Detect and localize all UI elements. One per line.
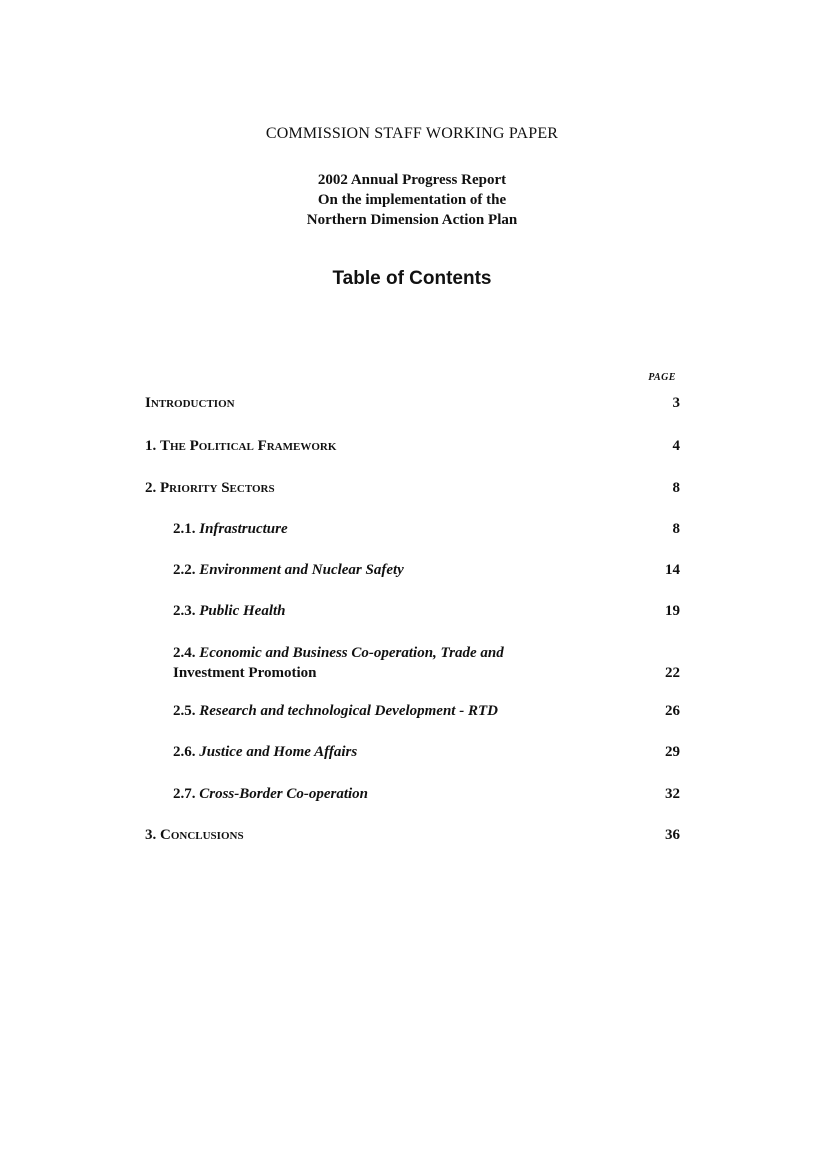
toc-entry-label-group bbox=[145, 478, 275, 498]
toc-entry-text: Public Health bbox=[199, 603, 286, 619]
toc-entry-label-group bbox=[145, 825, 244, 845]
toc-entry-number: 2. bbox=[145, 480, 157, 496]
toc-entry-text: Infrastructure bbox=[199, 521, 288, 537]
toc-entry-text: Conclusions bbox=[160, 827, 244, 843]
subtitle-line-3: Northern Dimension Action Plan bbox=[306, 212, 518, 228]
toc-entry-text: Environment and Nuclear Safety bbox=[199, 562, 404, 578]
document-subtitle bbox=[0, 170, 832, 230]
toc-entry-page: 8 bbox=[672, 480, 680, 496]
toc-entry-text: Priority Sectors bbox=[160, 480, 275, 496]
toc-entry-number: 2.4. bbox=[173, 645, 196, 661]
page-column-label: PAGE bbox=[648, 372, 676, 383]
toc-entry-text: Research and technological Development - RTD bbox=[199, 703, 498, 719]
toc-entry-text: The Political Framework bbox=[160, 438, 337, 454]
toc-entry-label: Introduction bbox=[145, 395, 235, 411]
toc-entry-text: Justice and Home Affairs bbox=[199, 744, 358, 760]
toc-entry-page: 19 bbox=[665, 603, 680, 619]
toc-entry-text-line-1: Economic and Business Co-operation, Trade and bbox=[199, 645, 504, 661]
toc-entry-label-group bbox=[173, 560, 404, 580]
subtitle-line-2: On the implementation of the bbox=[317, 192, 507, 208]
toc-entry-page: 22 bbox=[665, 665, 680, 681]
toc-entry-number: 2.6. bbox=[173, 744, 196, 760]
toc-entry-text: Cross-Border Co-operation bbox=[199, 786, 369, 802]
toc-entry-label-group bbox=[173, 701, 498, 721]
toc-entry-label-group bbox=[173, 784, 368, 804]
toc-entry-page: 14 bbox=[665, 562, 680, 578]
toc-entry-label-group bbox=[173, 601, 286, 621]
toc-entry-page: 26 bbox=[665, 703, 680, 719]
toc-heading: Table of Contents bbox=[332, 268, 492, 289]
toc-entry-number: 2.2. bbox=[173, 562, 196, 578]
toc-entry-number: 2.7. bbox=[173, 786, 196, 802]
toc-entry-number: 1. bbox=[145, 438, 157, 454]
toc-entry-label-group bbox=[173, 742, 357, 762]
toc-entry-page: 8 bbox=[672, 521, 680, 537]
toc-entry-text-line-2: Investment Promotion bbox=[173, 665, 317, 681]
toc-entry-number: 2.1. bbox=[173, 521, 196, 537]
toc-entry-page: 36 bbox=[665, 827, 680, 843]
toc-entry-label-group bbox=[145, 436, 336, 456]
toc-entry-page: 32 bbox=[665, 786, 680, 802]
toc-entry-number: 3. bbox=[145, 827, 157, 843]
toc-entry-number: 2.3. bbox=[173, 603, 196, 619]
toc-entry-page: 29 bbox=[665, 744, 680, 760]
subtitle-line-1: 2002 Annual Progress Report bbox=[317, 172, 507, 188]
toc-entry-label-group bbox=[173, 519, 288, 539]
toc-entry-page: 3 bbox=[672, 395, 680, 411]
toc-entry-number: 2.5. bbox=[173, 703, 196, 719]
toc-entry-label-group bbox=[173, 643, 504, 663]
document-title: COMMISSION STAFF WORKING PAPER bbox=[265, 125, 559, 142]
toc-entry-page: 4 bbox=[672, 438, 680, 454]
